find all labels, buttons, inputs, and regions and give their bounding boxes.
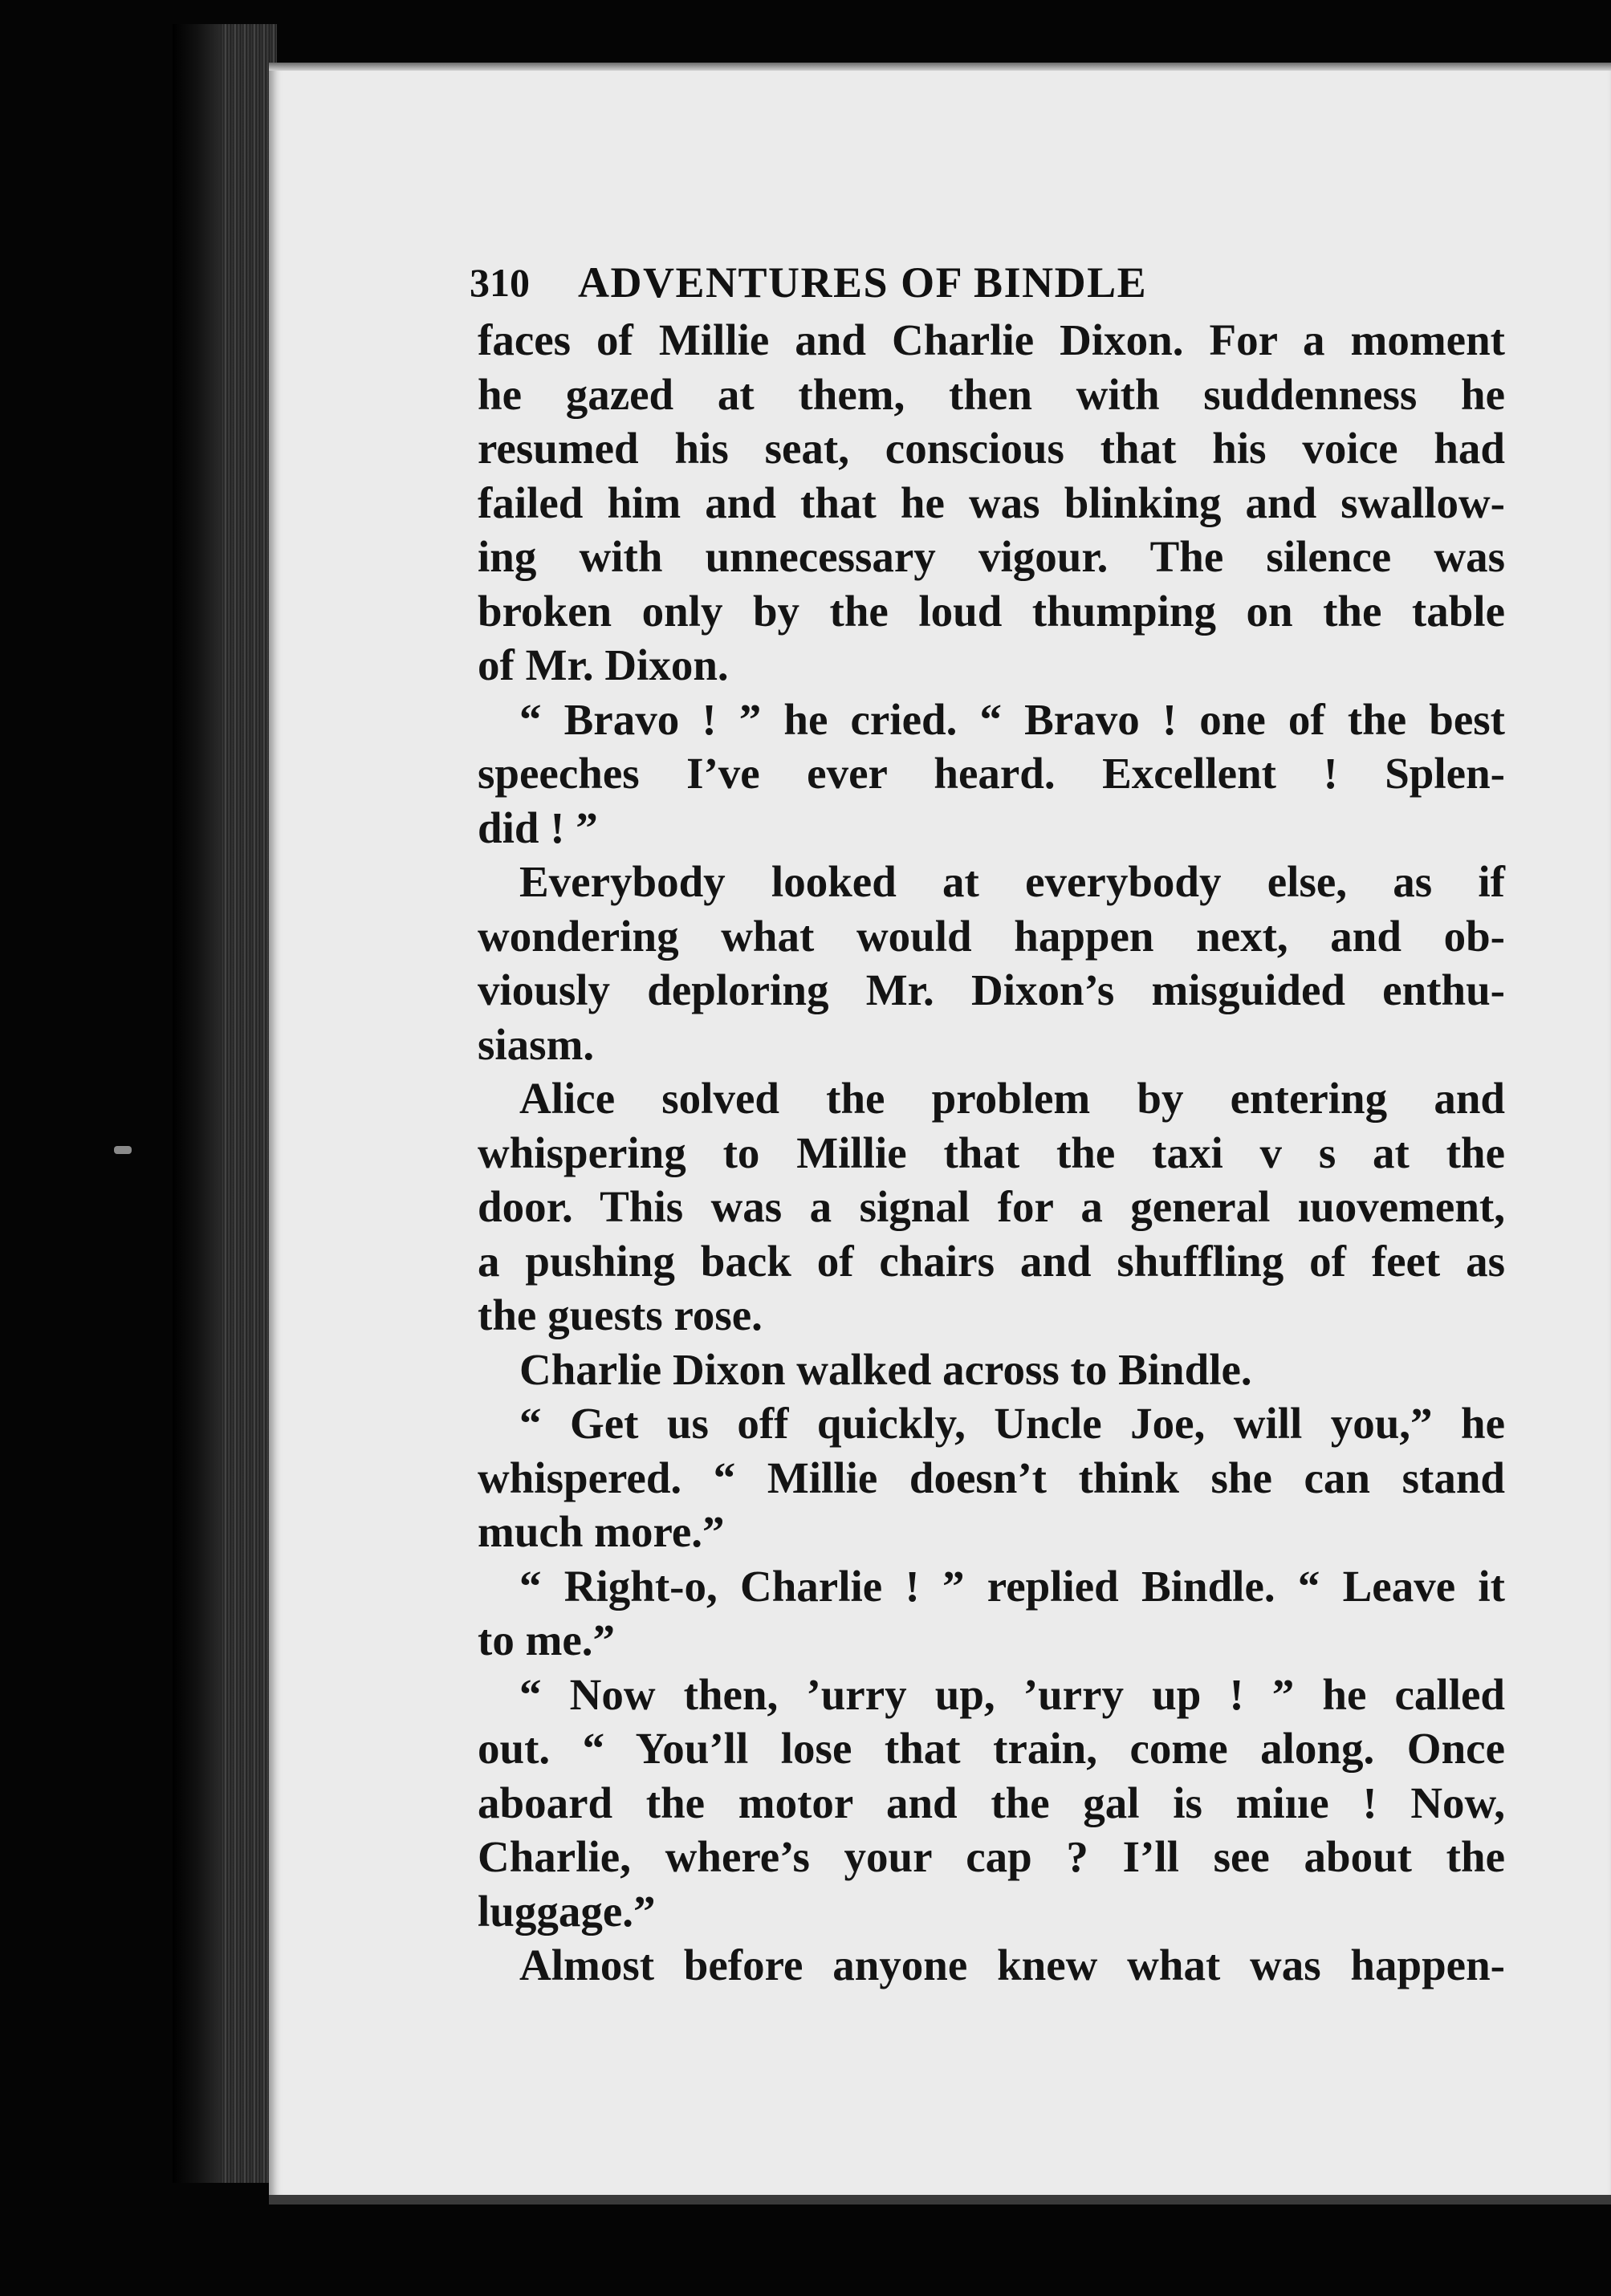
scan-artifact-mark [114, 1146, 132, 1154]
text-line: siasm. [478, 1019, 595, 1069]
text-line: failed him and that he was blinking and swallow- [478, 477, 1505, 527]
page-bottom-edge [269, 2195, 1611, 2205]
text-line: whispered. “ Millie doesn’t think she can stand [478, 1453, 1505, 1502]
text-line: to me.” [478, 1615, 616, 1664]
text-line: he gazed at them, then with suddenness he [478, 369, 1505, 419]
text-line: Almost before anyone knew what was happen- [519, 1940, 1505, 1989]
page-number: 310 [470, 260, 530, 305]
text-line: broken only by the loud thumping on the table [478, 586, 1505, 636]
page-top-edge [269, 63, 1611, 71]
text-line: luggage.” [478, 1886, 656, 1936]
text-line: “ Get us off quickly, Uncle Joe, will you,” he [519, 1399, 1505, 1448]
text-line: Everybody looked at everybody else, as if [519, 857, 1505, 906]
text-line: the guests rose. [478, 1290, 763, 1339]
text-line: much more.” [478, 1507, 725, 1556]
text-line: “ Bravo ! ” he cried. “ Bravo ! one of the best [519, 694, 1505, 744]
text-line: door. This was a signal for a general ıuovement, [478, 1182, 1505, 1231]
text-line: whispering to Millie that the taxi v s at the [478, 1128, 1505, 1177]
text-line: viously deploring Mr. Dixon’s misguided enthu- [478, 965, 1505, 1014]
text-line: ing with unnecessary vigour. The silence was [478, 532, 1505, 581]
text-line: speeches I’ve ever heard. Excellent ! Splen- [478, 749, 1505, 798]
text-line: faces of Millie and Charlie Dixon. For a moment [478, 315, 1505, 364]
text-line: did ! ” [478, 803, 598, 852]
body-text [478, 313, 1521, 1993]
text-line: Charlie Dixon walked across to Bindle. [519, 1344, 1252, 1394]
text-line: aboard the motor and the gal is miııe ! Now, [478, 1778, 1505, 1827]
text-line: “ Right-o, Charlie ! ” replied Bindle. “ Leave it [519, 1561, 1505, 1611]
text-line: wondering what would happen next, and ob- [478, 911, 1505, 961]
text-line: of Mr. Dixon. [478, 640, 729, 689]
text-line: resumed his seat, conscious that his voice had [478, 424, 1505, 473]
text-line: “ Now then, ’urry up, ’urry up ! ” he called [519, 1669, 1505, 1719]
running-title: ADVENTURES OF BINDLE [578, 258, 1148, 307]
text-line: Charlie, where’s your cap ? I’ll see about the [478, 1832, 1505, 1881]
text-line: a pushing back of chairs and shuffling of feet as [478, 1236, 1505, 1286]
book-spine-shadow [173, 24, 221, 2183]
running-header [470, 250, 1320, 315]
text-line: out. “ You’ll lose that train, come along. Once [478, 1724, 1505, 1773]
text-line: Alice solved the problem by entering and [519, 1074, 1505, 1123]
